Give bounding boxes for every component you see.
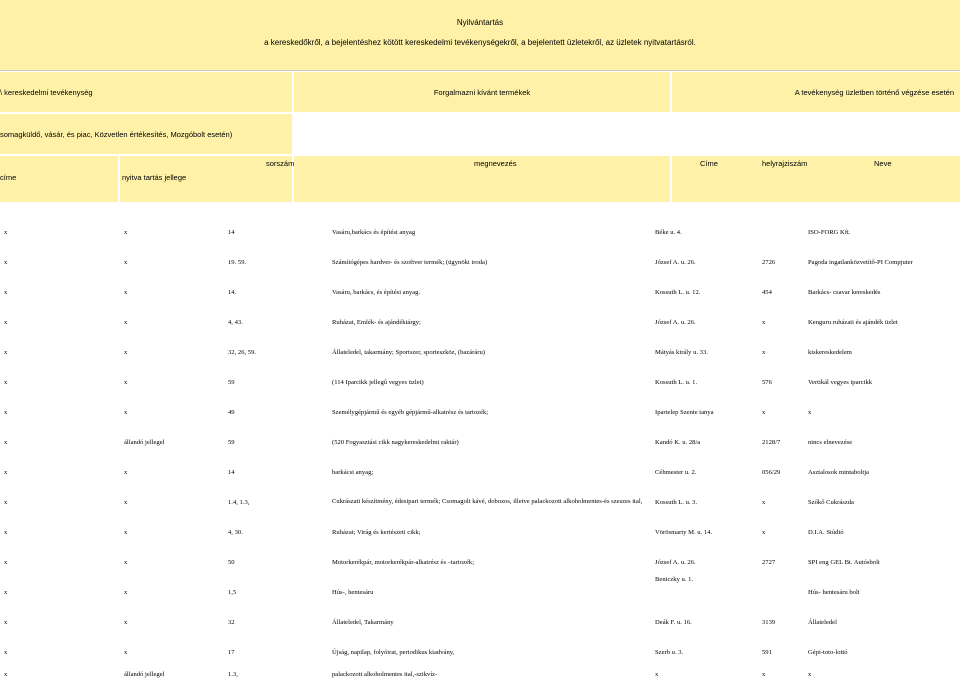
cell-uzlet-cime: Deák F. u. 16. — [655, 619, 692, 626]
column-header-products — [266, 156, 670, 202]
cell-sorszam: 14 — [228, 469, 235, 476]
cell-nyitva: x — [124, 529, 128, 536]
cell-neve: ISO-FORG Kft. — [808, 229, 851, 236]
cell-uzlet-cime: Ipartelep Szente tanya — [655, 409, 714, 416]
column-sorszam-label: sorszám — [266, 159, 295, 168]
cell-helyrajziszam: 056/29 — [762, 469, 781, 476]
cell-uzlet-cime: József A. u. 26. — [655, 559, 696, 566]
cell-sorszam: 1,5 — [228, 589, 237, 596]
cell-megnevezes: Ruházat, Emlék- és ajándéktárgy; — [332, 319, 421, 326]
document-subtitle: a kereskedőkről, a bejelentéshez kötött kereskedelmi tevékenységekről, a bejelentett üzletekről, az üzletek nyitvatartásról. — [264, 38, 696, 47]
cell-cime: x — [4, 499, 8, 506]
cell-megnevezes: Újság, napilap, folyóirat, periodikus kiadvány, — [332, 649, 455, 656]
cell-uzlet-cime: Kossuth L. u. 12. — [655, 289, 701, 296]
cell-nyitva: x — [124, 649, 128, 656]
cell-neve: SPI eng GEL Bt. Autósbolt — [808, 559, 880, 566]
cell-uzlet-cime: József A. u. 26. — [655, 319, 696, 326]
cell-megnevezes: barkácsi anyag; — [332, 469, 374, 476]
cell-neve: Vertikál vegyes iparcikk — [808, 379, 873, 386]
cell-uzlet-cime: Kossuth L. u. 3. — [655, 499, 698, 506]
cell-cime: x — [4, 319, 8, 326]
cell-nyitva: x — [124, 409, 128, 416]
cell-nyitva: x — [124, 259, 128, 266]
cell-cime: x — [4, 439, 8, 446]
cell-uzlet-cime: Céhmester u. 2. — [655, 469, 697, 476]
cell-sorszam: 59 — [228, 439, 235, 446]
cell-cime: x — [4, 619, 8, 626]
section-products-label: Forgalmazni kívánt termékek — [433, 88, 531, 97]
cell-uzlet-cime: Mátyás király u. 33. — [655, 349, 708, 356]
cell-cime: x — [4, 229, 8, 236]
cell-cime: x — [4, 589, 8, 596]
cell-neve: Állateledel — [808, 619, 837, 626]
cell-sorszam: 59 — [228, 379, 235, 386]
cell-cime: x — [4, 289, 8, 296]
cell-helyrajziszam: 3139 — [762, 619, 776, 626]
table-row — [0, 662, 960, 684]
column-helyrajzi-label: helyrajziszám — [762, 159, 808, 168]
table-row — [0, 602, 960, 632]
cell-sorszam: 14 — [228, 229, 235, 236]
cell-neve: Kenguru ruházati és ajándék üzlet — [808, 319, 898, 326]
section-mail-order — [0, 114, 292, 154]
cell-uzlet-cime: Béke u. 4. — [655, 229, 682, 236]
table-row — [0, 512, 960, 542]
cell-sorszam: 50 — [228, 559, 235, 566]
cell-megnevezes: Hús-, hentesáru — [332, 589, 374, 596]
section-activity-label: \ kereskedelmi tevékenység — [0, 88, 93, 97]
column-nyitva-label: nyitva tartás jellege — [122, 173, 187, 182]
cell-nyitva: állandó jellegel — [124, 671, 165, 678]
cell-sorszam: 32 — [228, 619, 235, 626]
cell-megnevezes: Személygépjármű és egyéb gépjármű-alkatrész és tartozék; — [332, 409, 489, 416]
column-cime-label: Címe — [700, 159, 718, 168]
cell-nyitva: x — [124, 319, 128, 326]
cell-helyrajziszam: x — [762, 499, 766, 506]
table-row — [0, 332, 960, 362]
section-activity — [0, 72, 292, 112]
section-shop-activity-label: A tevékenység üzletben történő végzése esetén — [794, 88, 954, 97]
cell-nyitva: x — [124, 469, 128, 476]
cell-megnevezes: Vasáru, barkács, és építési anyag. — [332, 289, 421, 296]
cell-cime: x — [4, 529, 8, 536]
column-megnevezes-label: megnevezés — [474, 159, 517, 168]
cell-sorszam: 4, 30. — [228, 529, 243, 536]
table-row — [0, 572, 960, 602]
cell-megnevezes: Számítógépes hardver- és szoftver termék; (ügynöki iroda) — [332, 259, 488, 266]
column-header-shop — [672, 156, 960, 202]
cell-megnevezes: palackozott alkoholmentes ital,-szikvíz- — [332, 671, 438, 678]
cell-nyitva: x — [124, 589, 128, 596]
cell-nyitva: x — [124, 349, 128, 356]
section-products — [294, 72, 670, 112]
cell-cime: x — [4, 259, 8, 266]
cell-sorszam: 4, 43. — [228, 319, 243, 326]
cell-uzlet-cime: Vörösmarty M. u. 14. — [655, 529, 713, 536]
section-mail-order-label: somagküldő, vásár, és piac, Közvetlen értékesítés, Mozgóbolt esetén) — [0, 130, 233, 139]
cell-cime: x — [4, 649, 8, 656]
cell-helyrajziszam: 2727 — [762, 559, 776, 566]
table-row — [0, 632, 960, 662]
cell-helyrajziszam: x — [762, 529, 766, 536]
cell-helyrajziszam: 576 — [762, 379, 772, 386]
cell-helyrajziszam: x — [762, 349, 766, 356]
table-row — [0, 542, 960, 572]
cell-cime: x — [4, 559, 8, 566]
cell-nyitva: x — [124, 499, 128, 506]
table-row — [0, 392, 960, 422]
cell-neve: x — [808, 409, 812, 416]
table-row — [0, 362, 960, 392]
cell-neve: nincs elnevezése — [808, 439, 853, 446]
cell-uzlet-cime: József A. u. 26. — [655, 259, 696, 266]
cell-megnevezes: Cukrászati készítmény, édesipari termék; Csomagolt kávé, dobozos, illetve palackozott alkoholmentes-és szeszes ital, — [332, 498, 643, 505]
table-row — [0, 478, 960, 512]
cell-megnevezes: Állateledel, takarmány; Sportszer, sporteszköz, (bazáráru) — [332, 349, 485, 356]
document-header — [0, 0, 960, 71]
cell-sorszam: 14. — [228, 289, 237, 296]
cell-uzlet-cime: Szerb u. 3. — [655, 649, 684, 656]
cell-neve: Pagoda ingatlanközvetítő-PI Compjuter — [808, 259, 913, 266]
cell-cime: x — [4, 349, 8, 356]
cell-cime: x — [4, 671, 8, 678]
cell-neve: Hús- hentesáru bolt — [808, 589, 860, 596]
table-row — [0, 422, 960, 452]
table-row — [0, 272, 960, 302]
cell-megnevezes: Vasáru,barkács és építési anyag — [332, 229, 416, 236]
cell-sorszam: 19. 59. — [228, 259, 247, 266]
cell-sorszam: 1.4, 1.3, — [228, 499, 250, 506]
cell-neve: Asztalosok mintaboltja — [808, 469, 869, 476]
cell-neve: Barkács- csavar kereskedés — [808, 289, 881, 296]
cell-helyrajziszam: 591 — [762, 649, 772, 656]
cell-nyitva: x — [124, 559, 128, 566]
cell-uzlet-cime: x — [655, 671, 659, 678]
cell-sorszam: 32, 26, 59. — [228, 349, 257, 356]
table-row — [0, 212, 960, 242]
cell-nyitva: x — [124, 619, 128, 626]
table-row — [0, 302, 960, 332]
cell-helyrajziszam: 2726 — [762, 259, 776, 266]
cell-uzlet-cime: Beniczky u. 1. — [655, 576, 694, 583]
cell-megnevezes: Ruházat; Virág és kertészeti cikk; — [332, 529, 421, 536]
cell-helyrajziszam: 454 — [762, 289, 772, 296]
cell-uzlet-cime: Kossuth L. u. 1. — [655, 379, 698, 386]
cell-cime: x — [4, 379, 8, 386]
cell-nyitva: x — [124, 289, 128, 296]
cell-nyitva: x — [124, 229, 128, 236]
cell-helyrajziszam: 2128/7 — [762, 439, 781, 446]
cell-cime: x — [4, 469, 8, 476]
cell-sorszam: 17 — [228, 649, 235, 656]
column-neve-label: Neve — [874, 159, 892, 168]
cell-megnevezes: Állateledel, Takarmány — [332, 619, 394, 626]
cell-nyitva: x — [124, 379, 128, 386]
cell-helyrajziszam: x — [762, 671, 766, 678]
cell-cime: x — [4, 409, 8, 416]
cell-megnevezes: (520 Fogyasztási cikk nagykereskedelmi raktár) — [332, 439, 459, 446]
cell-neve: kiskereskedelem — [808, 349, 852, 356]
cell-neve: Szőkő Cukrászda — [808, 499, 854, 506]
cell-sorszam: 49 — [228, 409, 235, 416]
cell-uzlet-cime: Kandó K. u. 28/a — [655, 439, 701, 446]
cell-neve: D.I.A. Stúdió — [808, 529, 844, 536]
column-cime-left-label: címe — [0, 173, 17, 182]
document-title: Nyilvántartás — [456, 18, 504, 27]
cell-nyitva: állandó jellegel — [124, 439, 165, 446]
cell-megnevezes: Motorkerékpár, motorkerékpár-alkatrész és –tartozék; — [332, 559, 475, 566]
cell-sorszam: 1.3, — [228, 671, 238, 678]
column-header-cime-left — [0, 156, 118, 202]
cell-helyrajziszam: x — [762, 319, 766, 326]
cell-neve: Gépi-toto-lottó — [808, 649, 848, 656]
section-shop-activity — [672, 72, 960, 112]
table-row — [0, 242, 960, 272]
cell-helyrajziszam: x — [762, 409, 766, 416]
cell-neve: x — [808, 671, 812, 678]
cell-megnevezes: (114 Iparcikk jellegű vegyes üzlet) — [332, 379, 424, 386]
